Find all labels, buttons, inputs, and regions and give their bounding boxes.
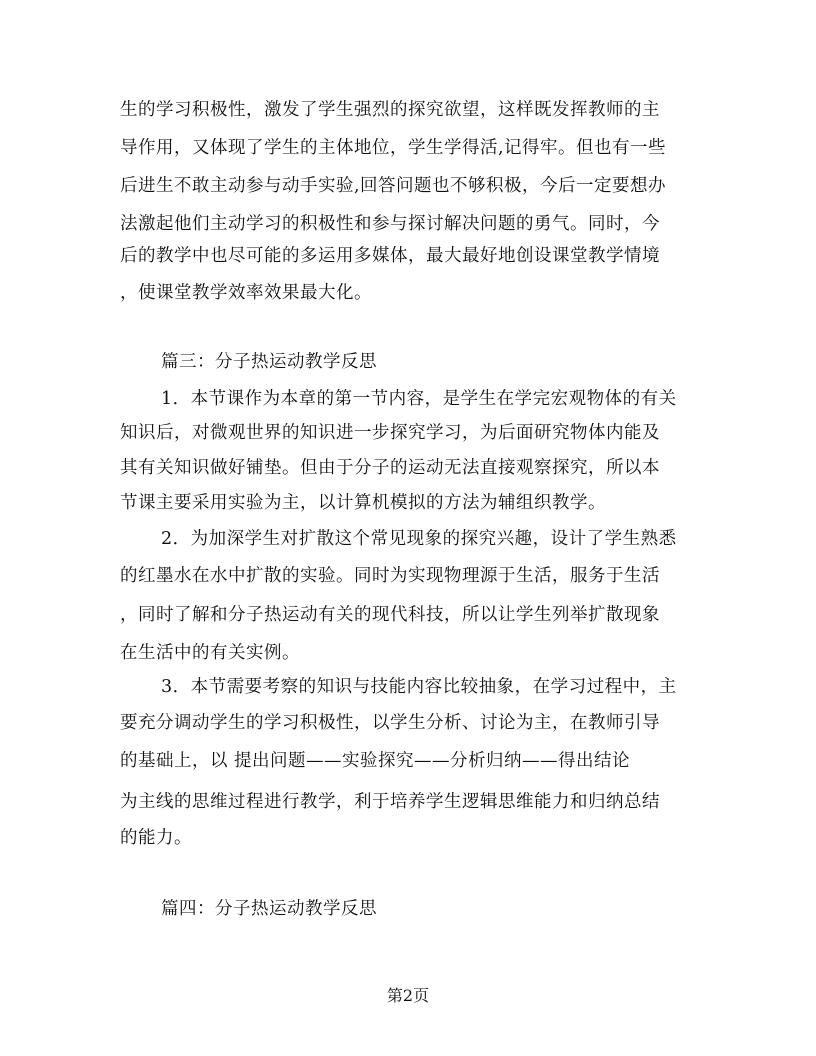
text-line: ，同时了解和分子热运动有关的现代科技，所以让学生列举扩散现象 xyxy=(120,605,660,625)
text-line: 的基础上，以 提出问题——实验探究——分析归纳——得出结论 xyxy=(120,751,631,771)
text-line: 导作用，又体现了学生的主体地位，学生学得活,记得牢。但也有一些 xyxy=(120,138,667,158)
text-line: 后进生不敢主动参与动手实验,回答问题也不够积极，今后一定要想办 xyxy=(120,176,667,196)
text-line: 要充分调动学生的学习积极性，以学生分析、讨论为主，在教师引导 xyxy=(120,713,660,733)
text-line: ，使课堂教学效率效果最大化。 xyxy=(120,283,372,303)
text-line: 为主线的思维过程进行教学，利于培养学生逻辑思维能力和归纳总结 xyxy=(120,792,660,812)
text-line: 2．为加深学生对扩散这个常见现象的探究兴趣，设计了学生熟悉 xyxy=(161,529,677,549)
text-line: 后的教学中也尽可能的多运用多媒体，最大最好地创设课堂教学情境 xyxy=(120,246,660,266)
text-line: 3．本节需要考察的知识与技能内容比较抽象，在学习过程中，主 xyxy=(161,677,677,697)
text-line: 知识后，对微观世界的知识进一步探究学习，为后面研究物体内能及 xyxy=(120,423,660,443)
page-number: 第2页 xyxy=(386,986,430,1005)
text-line: 的红墨水在水中扩散的实验。同时为实现物理源于生活，服务于生活 xyxy=(120,566,660,586)
text-line: 其有关知识做好铺垫。但由于分子的运动无法直接观察探究，所以本 xyxy=(120,458,660,478)
text-line: 在生活中的有关实例。 xyxy=(120,643,300,663)
text-line: 法激起他们主动学习的积极性和参与探讨解决问题的勇气。同时，今 xyxy=(120,214,660,234)
section-heading: 篇三：分子热运动教学反思 xyxy=(161,352,377,372)
section-heading: 篇四：分子热运动教学反思 xyxy=(161,899,377,919)
text-line: 节课主要采用实验为主，以计算机模拟的方法为辅组织教学。 xyxy=(120,493,606,513)
text-line: 生的学习积极性，激发了学生强烈的探究欲望，这样既发挥教师的主 xyxy=(120,100,660,120)
text-line: 1．本节课作为本章的第一节内容，是学生在学完宏观物体的有关 xyxy=(161,389,677,409)
text-line: 的能力。 xyxy=(120,828,192,848)
